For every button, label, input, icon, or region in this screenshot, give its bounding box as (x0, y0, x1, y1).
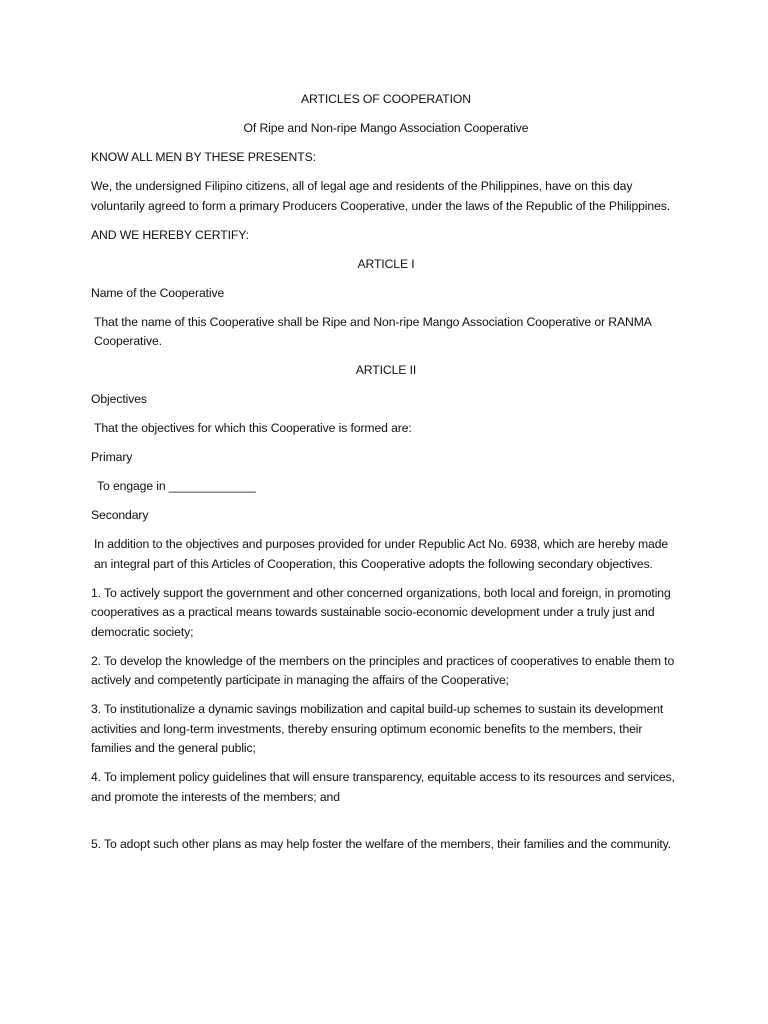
article-1-title: Name of the Cooperative (91, 285, 225, 300)
primary-label: Primary (91, 450, 133, 464)
objective-item-3: 3. To institutionalize a dynamic savings mobilization and capital build-up schemes to sustain its development activities and long-term investments, thereby ensuring optimum economic benefits to the members, their families and the general public; (91, 702, 664, 755)
preamble-paragraph: We, the undersigned Filipino citizens, all of legal age and residents of the Philippines, have on this day voluntarily agreed to form a primary Producers Cooperative, under the laws of the Republic of the Philippines. (91, 179, 671, 213)
article-2-intro: That the objectives for which this Cooperative is formed are: (94, 421, 412, 435)
objective-item-5: 5. To adopt such other plans as may help foster the welfare of the members, their families and the community. (91, 837, 672, 851)
document-subtitle: Of Ripe and Non-ripe Mango Association Cooperative (243, 121, 529, 135)
article-1-heading: ARTICLE I (357, 256, 415, 271)
objective-item-1: 1. To actively support the government and other concerned organizations, both local and foreign, in promoting cooperatives as a practical means towards sustainable socio-economic development under a truly just and democratic society; (91, 585, 671, 639)
secondary-label: Secondary (91, 508, 149, 522)
article-2-title: Objectives (91, 392, 147, 406)
certify-line: AND WE HEREBY CERTIFY: (91, 227, 249, 242)
know-all-men-line: KNOW ALL MEN BY THESE PRESENTS: (91, 150, 316, 164)
primary-objective: To engage in _____________ (97, 479, 256, 493)
article-2-heading: ARTICLE II (355, 363, 417, 377)
secondary-intro: In addition to the objectives and purposes provided for under Republic Act No. 6938, which are hereby made an integral part of this Articles of Cooperation, this Cooperative adopts the following secondary objectives. (94, 537, 669, 571)
objective-item-2: 2. To develop the knowledge of the members on the principles and practices of cooperatives to enable them to actively and competently participate in managing the affairs of the Cooperative; (91, 653, 675, 687)
document-title: ARTICLES OF COOPERATION (301, 92, 471, 106)
objective-item-4: 4. To implement policy guidelines that will ensure transparency, equitable access to its resources and services, and promote the interests of the members; and (91, 770, 675, 804)
document-body (91, 90, 681, 864)
article-1-body: That the name of this Cooperative shall be Ripe and Non-ripe Mango Association Cooperative or RANMA Cooperative. (94, 314, 652, 348)
